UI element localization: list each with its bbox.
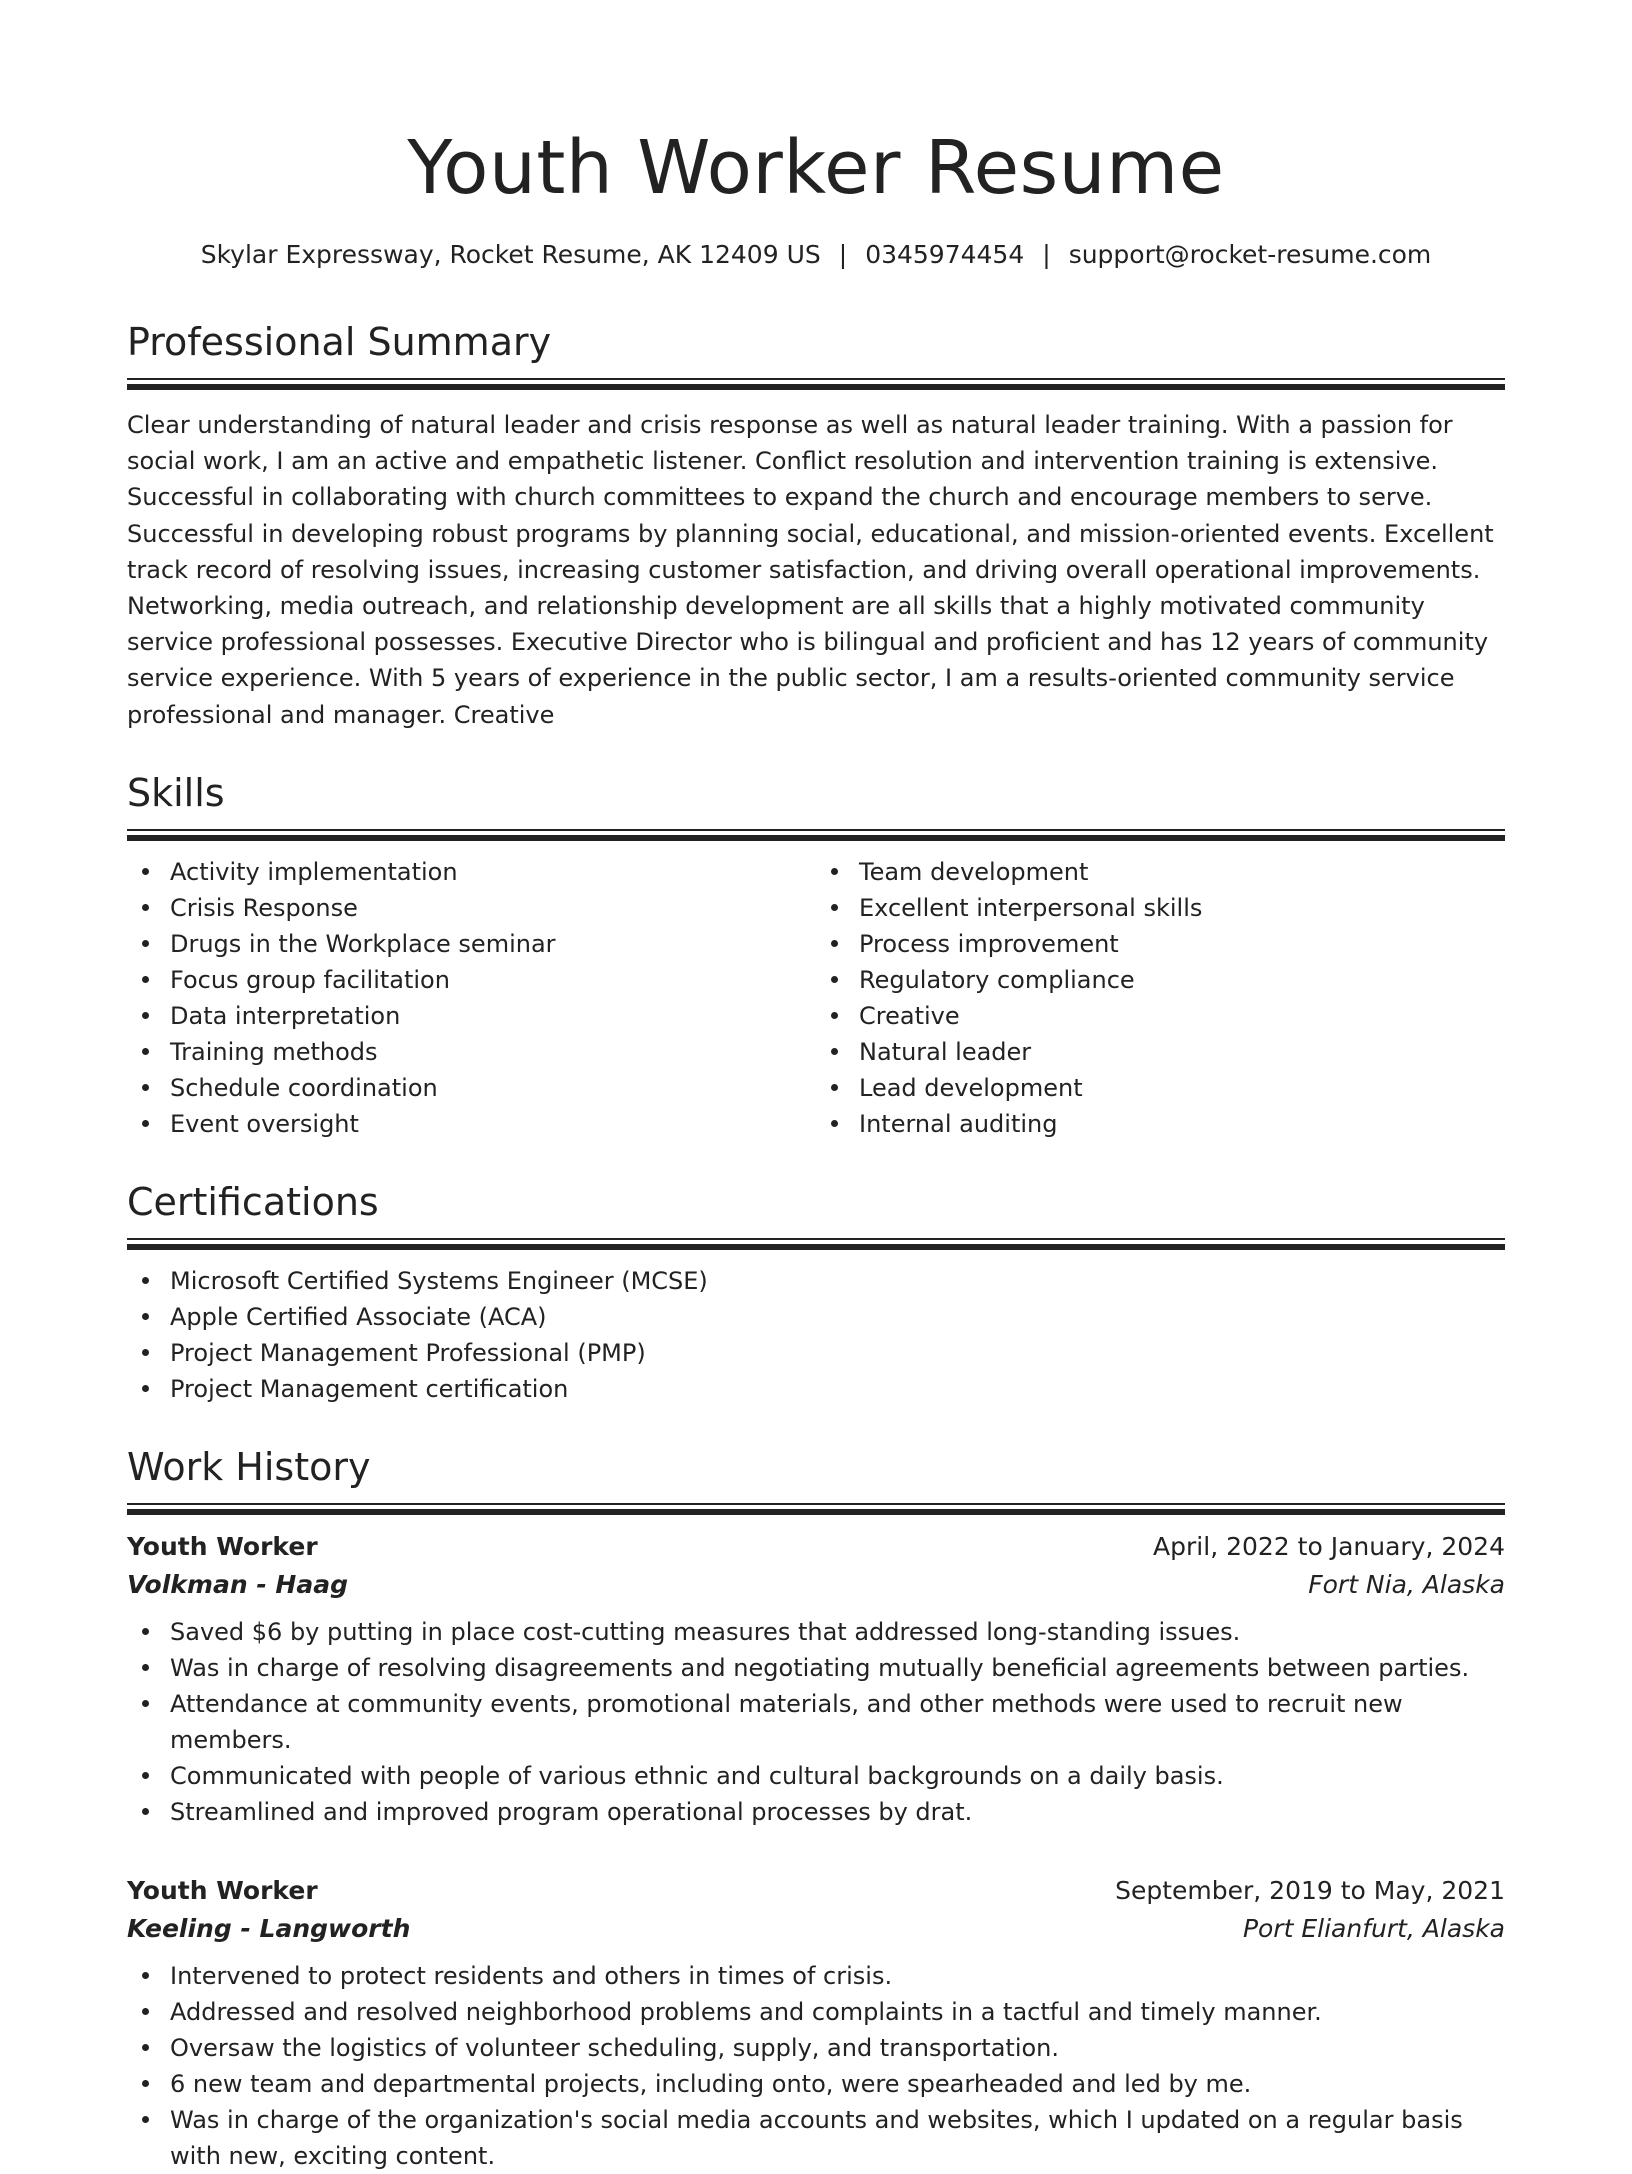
section-divider [127, 1238, 1505, 1249]
certifications-section [127, 1178, 1505, 1407]
skill-item: Excellent interpersonal skills [859, 890, 1505, 926]
work-history-heading: Work History [127, 1444, 371, 1489]
skill-item: Process improvement [859, 926, 1505, 962]
skill-item: Event oversight [170, 1106, 816, 1142]
job-location: Fort Nia, Alaska [1308, 1569, 1505, 1599]
job-dates: September, 2019 to May, 2021 [1115, 1875, 1505, 1905]
job-duty: Intervened to protect residents and others in times of crisis. [170, 1958, 1505, 1994]
skill-item: Team development [859, 854, 1505, 890]
skill-item: Creative [859, 998, 1505, 1034]
skills-heading: Skills [127, 770, 225, 815]
job-entry [127, 1528, 1505, 1830]
resume-title: Youth Worker Resume [407, 125, 1225, 211]
job-duty: 6 new team and departmental projects, including onto, were spearheaded and led by me. [170, 2066, 1505, 2102]
job-duty: Streamlined and improved program operational processes by drat. [170, 1794, 1505, 1830]
job-duty: Addressed and resolved neighborhood problems and complaints in a tactful and timely manner. [170, 1994, 1505, 2030]
job-title: Youth Worker [127, 1531, 318, 1561]
skills-grid [127, 854, 1505, 1142]
certification-item: Project Management Professional (PMP) [170, 1335, 1505, 1371]
job-duty: Oversaw the logistics of volunteer scheduling, supply, and transportation. [170, 2030, 1505, 2066]
job-entry [127, 1872, 1505, 2174]
skill-item: Training methods [170, 1034, 816, 1070]
certifications-list [127, 1263, 1505, 1407]
contact-address: Skylar Expressway, Rocket Resume, AK 12409 US [200, 240, 821, 269]
skills-section [127, 769, 1505, 1142]
certifications-heading: Certifications [127, 1179, 379, 1224]
job-duty: Was in charge of the organization's social media accounts and websites, which I updated on a regular basis with new, exciting content. [170, 2102, 1505, 2174]
work-history-section [127, 1443, 1505, 2174]
skill-item: Drugs in the Workplace seminar [170, 926, 816, 962]
skill-item: Regulatory compliance [859, 962, 1505, 998]
skill-item: Activity implementation [170, 854, 816, 890]
certification-item: Project Management certification [170, 1371, 1505, 1407]
summary-section [127, 318, 1505, 733]
contact-email[interactable]: support@rocket-resume.com [1068, 240, 1432, 269]
job-header-row [127, 1528, 1505, 1566]
skill-item: Internal auditing [859, 1106, 1505, 1142]
job-company: Volkman - Haag [127, 1569, 348, 1599]
job-company: Keeling - Langworth [127, 1913, 411, 1943]
certification-item: Microsoft Certified Systems Engineer (MCSE) [170, 1263, 1505, 1299]
skill-item: Natural leader [859, 1034, 1505, 1070]
contact-phone: 0345974454 [865, 240, 1025, 269]
job-duty: Communicated with people of various ethnic and cultural backgrounds on a daily basis. [170, 1758, 1505, 1794]
job-location: Port Elianfurt, Alaska [1242, 1913, 1505, 1943]
job-duty: Attendance at community events, promotional materials, and other methods were used to recruit new members. [170, 1686, 1505, 1758]
skill-item: Lead development [859, 1070, 1505, 1106]
job-company-row [127, 1910, 1505, 1948]
job-title: Youth Worker [127, 1875, 318, 1905]
job-company-row [127, 1566, 1505, 1604]
section-divider [127, 1503, 1505, 1514]
certification-item: Apple Certified Associate (ACA) [170, 1299, 1505, 1335]
section-divider [127, 829, 1505, 840]
job-duties-list [127, 1614, 1505, 1830]
summary-text: Clear understanding of natural leader and crisis response as well as natural leader training. With a passion for social work, I am an active and empathetic listener. Conflict resolution and intervention training is extensive. Successful in collaborating with church committees to expand the church and encourage members to serve. Successful in developing robust programs by planning social, educational, and mission-oriented events. Excellent track record of resolving issues, increasing customer satisfaction, and driving overall operational improvements. Networking, media outreach, and relationship development are all skills that a highly motivated community service professional possesses. Executive Director who is bilingual and proficient and has 12 years of community service experience. With 5 years of experience in the public sector, I am a results-oriented community service professional and manager. Creative [127, 411, 1494, 729]
contact-line [127, 238, 1505, 272]
skill-item: Crisis Response [170, 890, 816, 926]
job-duties-list [127, 1958, 1505, 2174]
contact-separator: | [838, 240, 848, 269]
skill-item: Data interpretation [170, 998, 816, 1034]
section-divider [127, 378, 1505, 389]
summary-heading: Professional Summary [127, 320, 552, 364]
skill-item: Schedule coordination [170, 1070, 816, 1106]
skills-list-left [127, 854, 816, 1142]
skills-list-right [816, 854, 1505, 1142]
job-duty: Was in charge of resolving disagreements and negotiating mutually beneficial agreements between parties. [170, 1650, 1505, 1686]
job-duty: Saved $6 by putting in place cost-cutting measures that addressed long-standing issues. [170, 1614, 1505, 1650]
contact-separator: | [1042, 240, 1051, 269]
skill-item: Focus group facilitation [170, 962, 816, 998]
job-header-row [127, 1872, 1505, 1910]
job-dates: April, 2022 to January, 2024 [1153, 1531, 1505, 1561]
